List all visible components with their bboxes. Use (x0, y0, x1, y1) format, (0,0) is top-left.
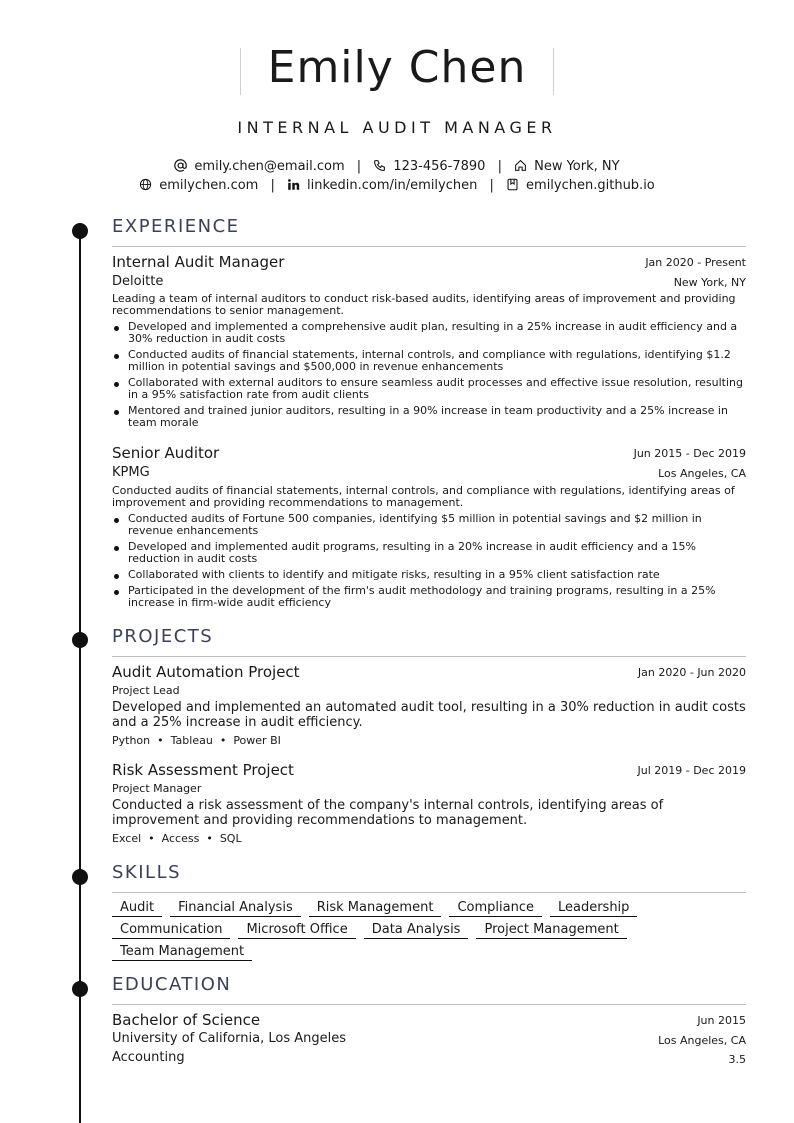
section-rule (112, 892, 746, 893)
section-title-projects: PROJECTS (112, 626, 214, 647)
tag-separator: • (219, 734, 227, 747)
contact-row-primary (0, 159, 794, 174)
list-item: Conducted audits of Fortune 500 companies, identifying $5 million in potential savings and $2 million in revenue enhancements (112, 513, 746, 537)
skill-tag: Risk Management (309, 900, 442, 917)
education-major: Accounting (112, 1050, 185, 1065)
job-company: Deloitte (112, 274, 164, 289)
tag: Excel (112, 832, 142, 845)
skill-tag: Leadership (550, 900, 637, 917)
list-item: Mentored and trained junior auditors, resulting in a 90% increase in team productivity and a 25% increase in team morale (112, 405, 746, 429)
job-headline: INTERNAL AUDIT MANAGER (237, 118, 557, 137)
globe-icon (139, 178, 152, 191)
education-location: Los Angeles, CA (658, 1034, 746, 1047)
list-item: Collaborated with external auditors to ensure seamless audit processes and effective issue resolution, resulting in a 95% satisfaction rate from audit clients (112, 377, 746, 401)
separator: | (497, 159, 502, 174)
job-bullets (112, 513, 746, 613)
project-role: Project Lead (112, 684, 180, 697)
phone-item[interactable] (373, 159, 485, 174)
list-item: Collaborated with clients to identify and mitigate risks, resulting in a 95% client satisfaction rate (112, 569, 746, 581)
section-title-education: EDUCATION (112, 974, 232, 995)
skill-tag: Data Analysis (364, 922, 469, 939)
tag-separator: • (206, 832, 213, 845)
project-date: Jul 2019 - Dec 2019 (637, 764, 746, 777)
contact-row-secondary (0, 178, 794, 193)
skill-tag: Financial Analysis (170, 900, 301, 917)
project-description: Conducted a risk assessment of the company's internal controls, identifying areas of improvement and providing recommendations to management. (112, 798, 664, 828)
timeline-dot-experience (72, 223, 88, 239)
project-role: Project Manager (112, 782, 202, 795)
education-school: University of California, Los Angeles (112, 1031, 347, 1046)
separator: | (356, 159, 362, 174)
project-description: Developed and implemented an automated audit tool, resulting in a 30% reduction in audit costs and a 25% increase in audit efficiency. (112, 700, 746, 730)
job-title: Internal Audit Manager (112, 253, 285, 271)
home-icon (514, 159, 527, 172)
linkedin-text: linkedin.com/in/emilychen (307, 178, 478, 193)
tag: Tableau (170, 734, 213, 747)
email-text: emily.chen@email.com (194, 159, 345, 174)
tag: SQL (219, 832, 242, 845)
tag: Power BI (233, 734, 281, 747)
job-date: Jan 2020 - Present (645, 256, 746, 269)
project-title: Risk Assessment Project (112, 761, 294, 779)
job-summary: Conducted audits of financial statements, internal controls, and compliance with regulations, identifying areas of improvement and providing recommendations to management. (112, 484, 735, 509)
phone-text: 123-456-7890 (393, 159, 486, 174)
tag: Python (112, 734, 151, 747)
section-title-experience: EXPERIENCE (112, 216, 240, 237)
education-degree: Bachelor of Science (112, 1011, 261, 1029)
project-tags (112, 832, 242, 845)
list-item: Developed and implemented audit programs, resulting in a 20% increase in audit efficiency and a 15% reduction in audit costs (112, 541, 746, 565)
tag-separator: • (157, 734, 164, 747)
section-title-skills: SKILLS (112, 862, 182, 883)
website-text: emilychen.com (159, 178, 259, 193)
linkedin-item[interactable] (287, 178, 477, 193)
separator: | (489, 178, 494, 193)
job-date: Jun 2015 - Dec 2019 (633, 447, 746, 460)
job-title: Senior Auditor (112, 444, 220, 462)
job-location: New York, NY (673, 276, 746, 289)
skill-tag: Compliance (449, 900, 542, 917)
timeline-dot-projects (72, 632, 88, 648)
separator: | (270, 178, 275, 193)
website-item[interactable] (139, 178, 258, 193)
github-item[interactable] (506, 178, 655, 193)
linkedin-icon (287, 178, 300, 191)
timeline-dot-education (72, 981, 88, 997)
project-date: Jan 2020 - Jun 2020 (637, 666, 746, 679)
job-company: KPMG (112, 465, 150, 480)
tag-separator: • (148, 832, 155, 845)
project-tags (112, 734, 281, 747)
phone-icon (373, 159, 386, 172)
skill-tag: Team Management (112, 944, 252, 961)
job-bullets (112, 321, 746, 433)
skill-tag: Project Management (476, 922, 626, 939)
education-gpa: 3.5 (728, 1053, 746, 1066)
job-summary: Leading a team of internal auditors to conduct risk-based audits, identifying areas of improvement and providing recommendations to senior management. (112, 292, 736, 317)
list-item: Developed and implemented a comprehensive audit plan, resulting in a 25% increase in audit efficiency and a 30% reduction in audit costs (112, 321, 746, 345)
at-sign-icon (174, 159, 187, 172)
project-title: Audit Automation Project (112, 663, 300, 681)
skill-tag: Communication (112, 922, 230, 939)
list-item: Participated in the development of the firm's audit methodology and training programs, resulting in a 25% increase in firm-wide audit efficiency (112, 585, 746, 609)
tag: Access (161, 832, 200, 845)
timeline-dot-skills (72, 869, 88, 885)
skill-tag: Audit (112, 900, 162, 917)
location-text: New York, NY (534, 159, 620, 174)
job-location: Los Angeles, CA (658, 467, 746, 480)
email-item[interactable] (174, 159, 344, 174)
skill-tag: Microsoft Office (238, 922, 355, 939)
list-item: Conducted audits of financial statements, internal controls, and compliance with regulations, identifying $1.2 million in potential savings and $500,000 in revenue enhancements (112, 349, 746, 373)
section-rule (112, 1004, 746, 1005)
education-date: Jun 2015 (697, 1014, 746, 1027)
github-text: emilychen.github.io (526, 178, 655, 193)
section-rule (112, 656, 746, 657)
candidate-name: Emily Chen (267, 42, 527, 93)
section-rule (112, 246, 746, 247)
location-item (514, 159, 619, 174)
bookmark-page-icon (506, 178, 519, 191)
skills-list (112, 900, 746, 966)
